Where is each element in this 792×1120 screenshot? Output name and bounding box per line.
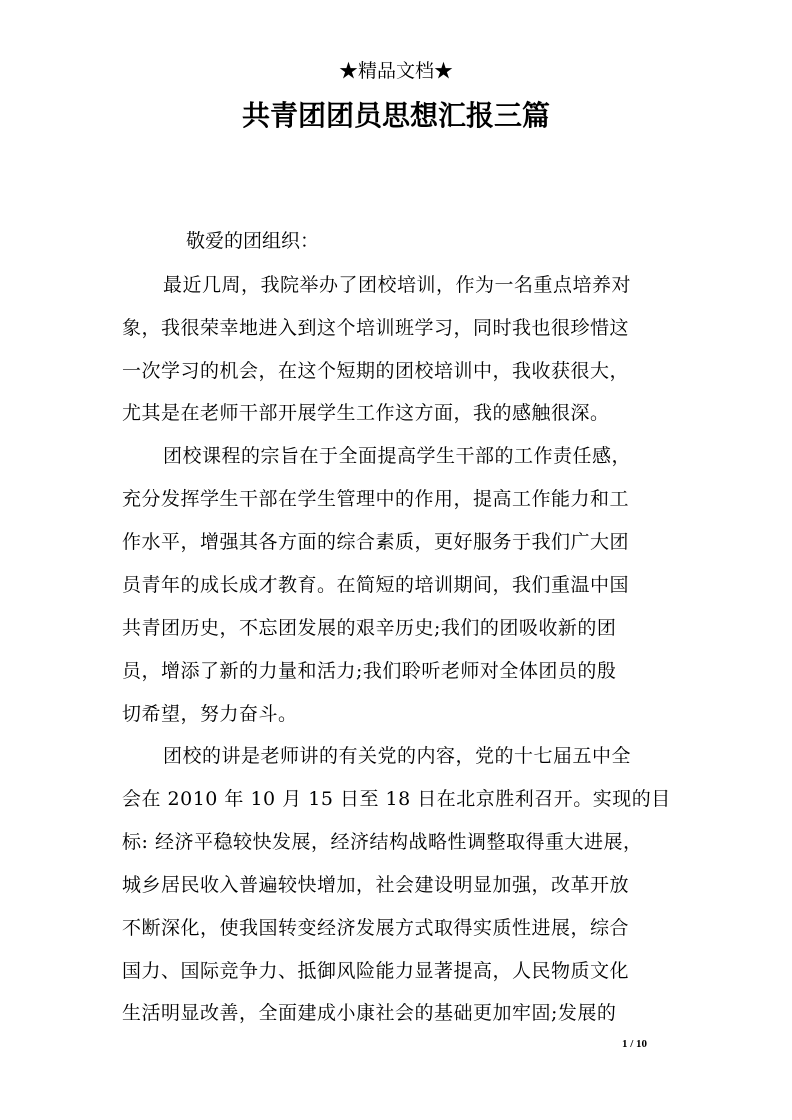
body-line: 会在 2010 年 10 月 15 日至 18 日在北京胜利召开。实现的目 [122, 788, 671, 810]
salutation: 敬爱的团组织： [186, 230, 320, 252]
body-line: 国力、国际竞争力、抵御风险能力显著提高，人民物质文化 [122, 960, 630, 982]
body-line: 不断深化，使我国转变经济发展方式取得实质性进展，综合 [122, 917, 630, 939]
body-line: 城乡居民收入普遍较快增加，社会建设明显加强，改革开放 [122, 874, 630, 896]
body-line: 标: 经济平稳较快发展，经济结构战略性调整取得重大进展， [122, 831, 643, 853]
body-line: 充分发挥学生干部在学生管理中的作用，提高工作能力和工 [122, 488, 630, 510]
body-line: 象，我很荣幸地进入到这个培训班学习，同时我也很珍惜这 [122, 317, 630, 339]
doc-header: ★精品文档★ [338, 60, 453, 82]
body-line: 生活明显改善，全面建成小康社会的基础更加牢固;发展的 [122, 1002, 617, 1024]
body-line: 员，增添了新的力量和活力;我们聆听老师对全体团员的殷 [122, 660, 617, 682]
doc-title: 共青团团员思想汇报三篇 [241, 99, 550, 132]
body-line: 最近几周，我院举办了团校培训，作为一名重点培养对 [163, 274, 632, 296]
body-line: 一次学习的机会，在这个短期的团校培训中，我收获很大， [122, 360, 630, 382]
body-line: 作水平，增强其各方面的综合素质，更好服务于我们广大团 [122, 531, 630, 553]
page-number: 1 / 10 [622, 1038, 648, 1050]
body-line: 切希望，努力奋斗。 [122, 703, 298, 725]
body-line: 团校课程的宗旨在于全面提高学生干部的工作责任感， [163, 445, 632, 467]
body-line: 员青年的成长成才教育。在简短的培训期间，我们重温中国 [122, 574, 630, 596]
body-line: 尤其是在老师干部开展学生工作这方面，我的感触很深。 [122, 402, 610, 424]
body-line: 团校的讲是老师讲的有关党的内容，党的十七届五中全 [163, 745, 632, 767]
body-line: 共青团历史，不忘团发展的艰辛历史;我们的团吸收新的团 [122, 617, 617, 639]
